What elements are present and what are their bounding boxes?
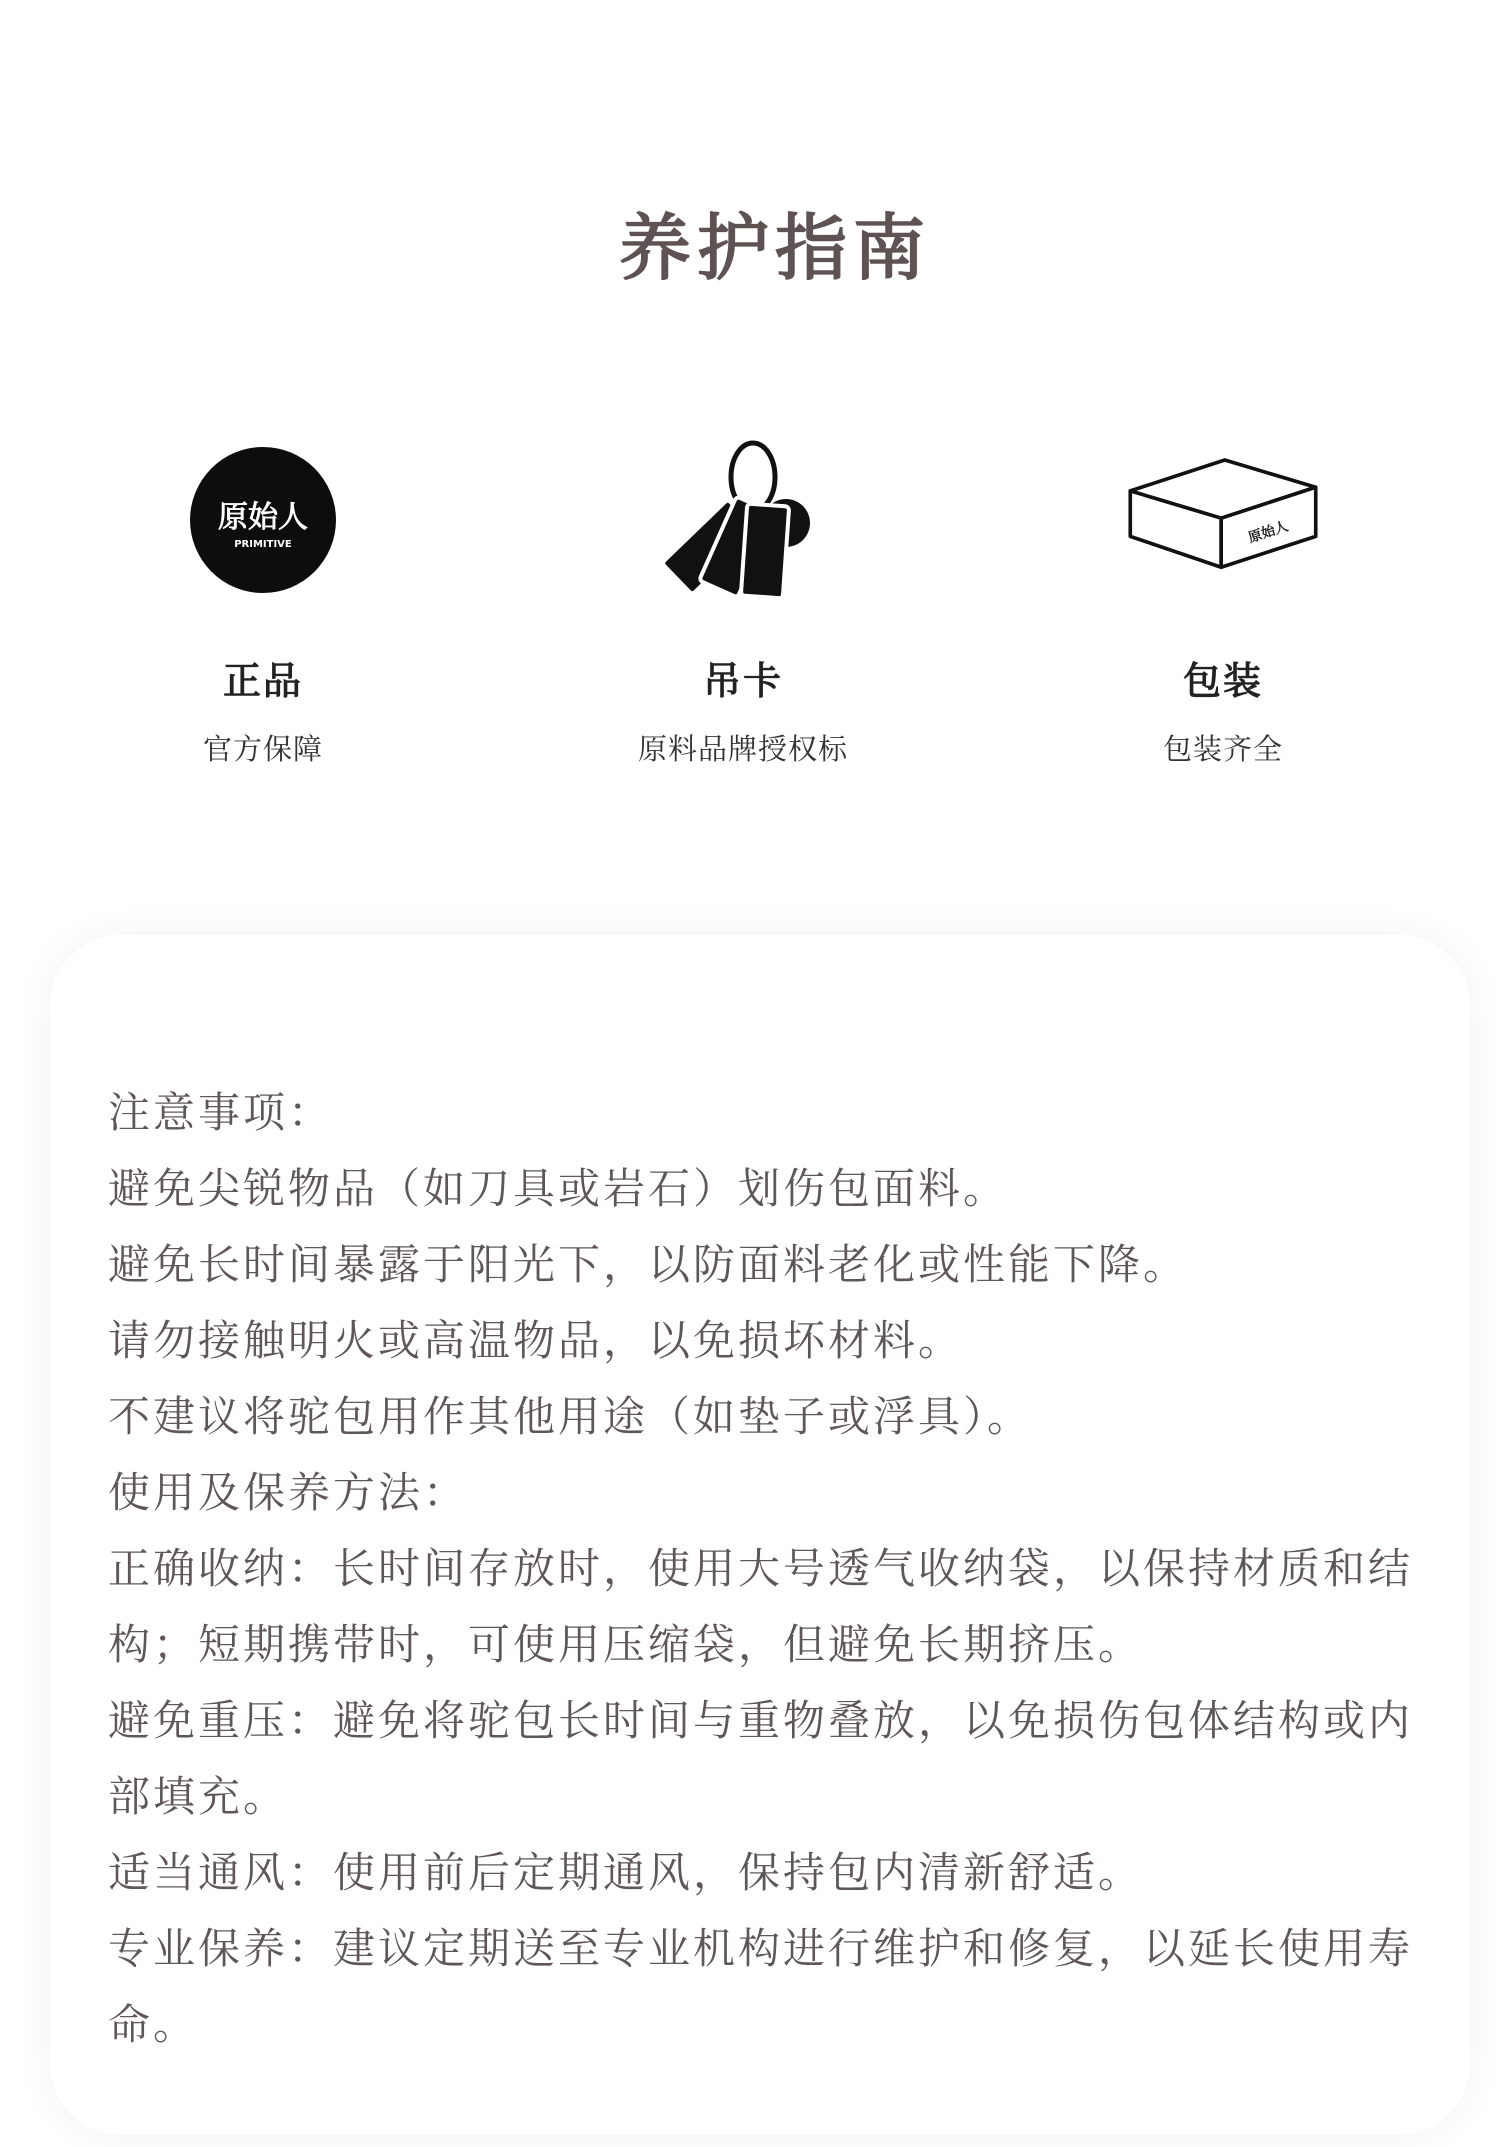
notes-line: 使用及保养方法： bbox=[108, 1468, 469, 1517]
feature-packaging bbox=[1043, 430, 1403, 768]
notes-line: 不建议将驼包用作其他用途（如垫子或浮具）。 bbox=[108, 1392, 1033, 1441]
notes-line: 避免尖锐物品（如刀具或岩石）划伤包面料。 bbox=[108, 1164, 1009, 1213]
hang-tag-icon bbox=[643, 430, 843, 610]
box-label-text: 原始人 bbox=[1246, 518, 1291, 547]
notes-line: 避免重压：避免将驼包长时间与重物叠放，以免损伤包体结构或内部填充。 bbox=[108, 1696, 1414, 1821]
brand-logo-icon bbox=[163, 430, 363, 610]
notes-line: 专业保养：建议定期送至专业机构进行维护和修复，以延长使用寿命。 bbox=[108, 1924, 1414, 2049]
logo-main-text: 原始人 bbox=[218, 500, 308, 535]
feature-desc: 官方保障 bbox=[202, 732, 323, 766]
feature-title: 正品 bbox=[222, 659, 303, 703]
feature-row bbox=[0, 430, 1500, 790]
feature-authentic bbox=[83, 430, 443, 768]
package-box-graphic bbox=[1123, 450, 1323, 590]
notes-line: 注意事项： bbox=[108, 1088, 334, 1137]
care-notes-card bbox=[50, 935, 1470, 2135]
notes-line: 适当通风：使用前后定期通风，保持包内清新舒适。 bbox=[108, 1848, 1144, 1897]
hang-tag-graphic bbox=[658, 435, 828, 605]
feature-title: 包装 bbox=[1182, 659, 1263, 703]
feature-title: 吊卡 bbox=[702, 659, 783, 703]
brand-logo-graphic bbox=[188, 445, 338, 595]
notes-line: 避免长时间暴露于阳光下，以防面料老化或性能下降。 bbox=[108, 1240, 1189, 1289]
feature-desc: 原料品牌授权标 bbox=[637, 732, 848, 766]
notes-line: 请勿接触明火或高温物品，以免损坏材料。 bbox=[108, 1316, 964, 1365]
feature-desc: 包装齐全 bbox=[1162, 732, 1283, 766]
logo-sub-text: PRIMITIVE bbox=[234, 539, 292, 550]
page-title: 养护指南 bbox=[618, 206, 931, 290]
package-box-icon bbox=[1123, 430, 1323, 610]
care-notes bbox=[108, 1075, 1448, 2063]
feature-hang-tag bbox=[563, 430, 923, 768]
notes-line: 正确收纳：长时间存放时，使用大号透气收纳袋，以保持材质和结构；短期携带时，可使用压缩袋，但避免长期挤压。 bbox=[108, 1544, 1414, 1669]
